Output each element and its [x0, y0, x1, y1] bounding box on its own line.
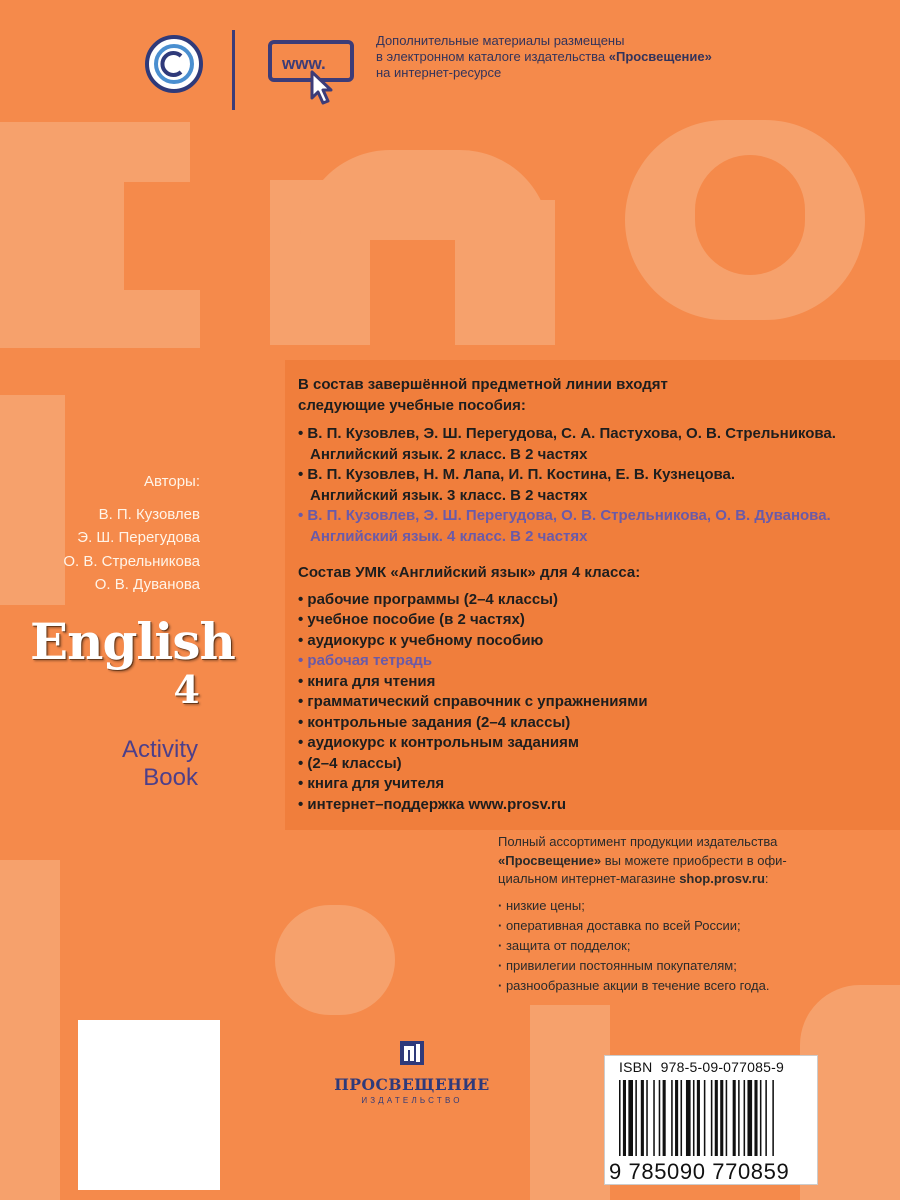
bg-letter-h [530, 1005, 610, 1200]
list-item: • В. П. Кузовлев, Н. М. Лапа, И. П. Костина, Е. В. Кузнецова. Английский язык. 3 класс. В 2 частях [298, 465, 888, 506]
list-item: • рабочие программы (2–4 классы) [298, 590, 888, 611]
barcode-bar [726, 1080, 728, 1156]
list-item: · разнообразные акции в течение всего года. [498, 977, 898, 996]
barcode-bar [760, 1080, 762, 1156]
list-item: • книга для учителя [298, 774, 888, 795]
barcode-bar [754, 1080, 757, 1156]
barcode-bar [653, 1080, 655, 1156]
authors-title: Авторы: [144, 473, 200, 490]
online-materials-notice [376, 33, 796, 81]
bg-letter-s [275, 905, 395, 1015]
list-item: • аудиокурс к учебному пособию [298, 631, 888, 652]
barcode-bar [765, 1080, 767, 1156]
barcode-bar [646, 1080, 648, 1156]
list-item: · привилегии постоянным покупателям; [498, 957, 898, 976]
bg-letter-E-top [0, 122, 190, 182]
publisher-emblem-icon [399, 1040, 425, 1066]
shop-link: shop.prosv.ru [679, 871, 765, 886]
isbn-text: ISBN 978-5-09-077085-9 [619, 1059, 784, 1075]
sticker-area [78, 1020, 220, 1190]
shop-intro: Полный ассортимент продукции издательства «Просвещение» вы можете приобрести в офи- циальном интернет-магазине shop.prosv.ru: [498, 834, 787, 886]
barcode-bar [635, 1080, 637, 1156]
umk-list [298, 590, 888, 816]
bg-letter-E-base [0, 290, 200, 348]
notice-line-2: в электронном каталоге издательства «Просвещение» [376, 49, 712, 64]
barcode-bar [663, 1080, 666, 1156]
list-item: · оперативная доставка по всей России; [498, 917, 898, 936]
series-list [298, 424, 888, 547]
notice-publisher: «Просвещение» [608, 49, 712, 64]
subtitle-line-1: Activity [121, 736, 198, 763]
bg-letter-i-bottom [0, 860, 60, 1200]
barcode-bar [715, 1080, 718, 1156]
barcode-bar [697, 1080, 700, 1156]
umk-heading: Состав УМК «Английский язык» для 4 класса: [298, 564, 641, 581]
shop-info [498, 833, 898, 997]
series-description [298, 375, 888, 815]
barcode-bar [686, 1080, 691, 1156]
book-title [30, 612, 235, 712]
barcode-bar [675, 1080, 678, 1156]
barcode-bar [628, 1080, 633, 1156]
list-item: • контрольные задания (2–4 классы) [298, 713, 888, 734]
author-name: Э. Ш. Перегудова [77, 529, 200, 546]
website-click-icon [268, 36, 360, 108]
book-subtitle [60, 736, 198, 792]
subtitle-line-2: Book [143, 764, 198, 791]
list-item: • учебное пособие (в 2 частях) [298, 610, 888, 631]
authors-block [0, 470, 200, 597]
electronic-supplement-logo [144, 34, 204, 94]
list-item: • интернет–поддержка www.prosv.ru [298, 795, 888, 816]
barcode-bar [704, 1080, 706, 1156]
bg-letter-n-right [455, 200, 555, 345]
list-item: • В. П. Кузовлев, Э. Ш. Перегудова, С. А. Пастухова, О. В. Стрельникова. Английский язык. 2 класс. В 2 частях [298, 424, 888, 465]
barcode-bar [623, 1080, 626, 1156]
barcode-bar [744, 1080, 746, 1156]
barcode-bar [693, 1080, 695, 1156]
author-name: В. П. Кузовлев [98, 505, 200, 523]
barcode-bar [711, 1080, 713, 1156]
barcode-bar [659, 1080, 661, 1156]
barcode-bar [733, 1080, 736, 1156]
barcode-bar [720, 1080, 723, 1156]
barcode-bar [681, 1080, 683, 1156]
www-label: www. [282, 54, 326, 73]
publisher-name: ПРОСВЕЩЕНИЕ [334, 1075, 490, 1094]
book-grade-number: 4 [173, 667, 200, 712]
list-item: • грамматический справочник с упражнениями [298, 692, 888, 713]
book-title-english: English [30, 612, 235, 671]
notice-line-3: на интернет-ресурсе [376, 65, 502, 80]
barcode-digits: 9 785090 770859 [609, 1159, 790, 1184]
author-name: О. В. Стрельникова [63, 552, 200, 570]
list-item: · защита от подделок; [498, 937, 898, 956]
series-intro: В состав завершённой предметной линии входят следующие учебные пособия: [298, 376, 668, 414]
barcode-bar [671, 1080, 673, 1156]
author-name: О. В. Дуванова [94, 576, 200, 593]
shop-benefits-list [498, 897, 898, 996]
notice-line-1: Дополнительные материалы размещены [376, 33, 625, 48]
publisher-subtitle: ИЗДАТЕЛЬСТВО [361, 1096, 463, 1105]
header-divider [232, 30, 235, 110]
barcode-bar [772, 1080, 774, 1156]
barcode-bar [641, 1080, 644, 1156]
list-item-current: • рабочая тетрадь [298, 651, 888, 672]
isbn-barcode [604, 1055, 818, 1185]
barcode-bars [613, 1080, 809, 1160]
publisher-logo [322, 1040, 502, 1105]
list-item: • книга для чтения [298, 672, 888, 693]
barcode-bar [619, 1080, 621, 1156]
list-item: • аудиокурс к контрольным заданиям [298, 733, 888, 754]
list-item-current: • В. П. Кузовлев, Э. Ш. Перегудова, О. В. Стрельникова, О. В. Дуванова. Английский язык. 4 класс. В 2 частях [298, 506, 888, 547]
list-item-continuation: • (2–4 классы) [298, 754, 888, 775]
barcode-bar [738, 1080, 740, 1156]
list-item: · низкие цены; [498, 897, 898, 916]
bg-letter-g-hole [695, 155, 805, 275]
barcode-bar [747, 1080, 752, 1156]
